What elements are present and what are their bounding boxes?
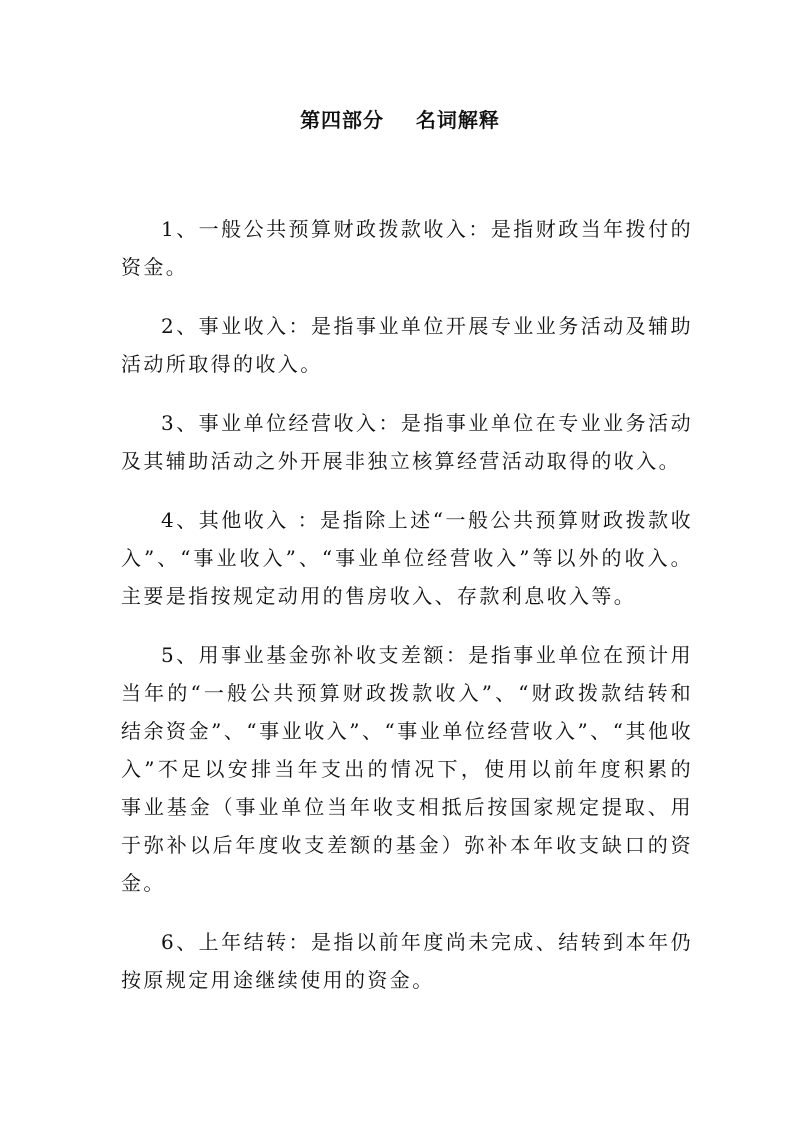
definition-paragraph-1: 1、一般公共预算财政拨款收入：是指财政当年拨付的资金。: [121, 217, 693, 279]
page-title: 第四部分 名词解释: [300, 108, 500, 132]
definition-paragraph-3: 3、事业单位经营收入：是指事业单位在专业业务活动及其辅助活动之外开展非独立核算经营活动取得的收入。: [121, 411, 693, 473]
definition-paragraph-4: 4、其他收入 ：是指除上述“一般公共预算财政拨款收入”、“事业收入”、“事业单位经营收入”等以外的收入。主要是指按规定动用的售房收入、存款利息收入等。: [121, 508, 693, 608]
definition-paragraph-2: 2、事业收入：是指事业单位开展专业业务活动及辅助活动所取得的收入。: [121, 314, 693, 376]
definitions-body: [121, 210, 693, 1020]
definition-paragraph-6: 6、上年结转：是指以前年度尚未完成、结转到本年仍按原规定用途继续使用的资金。: [121, 930, 693, 992]
definition-paragraph-5: 5、用事业基金弥补收支差额：是指事业单位在预计用当年的“一般公共预算财政拨款收入”、“财政拨款结转和结余资金”、“事业收入”、“事业单位经营收入”、“其他收入”不足以安排当年支出的情况下，使用以前年度积累的事业基金（事业单位当年收支相抵后按国家规定提取、用于弥补以后年度收支差额的基金）弥补本年收支缺口的资金。: [121, 643, 693, 895]
